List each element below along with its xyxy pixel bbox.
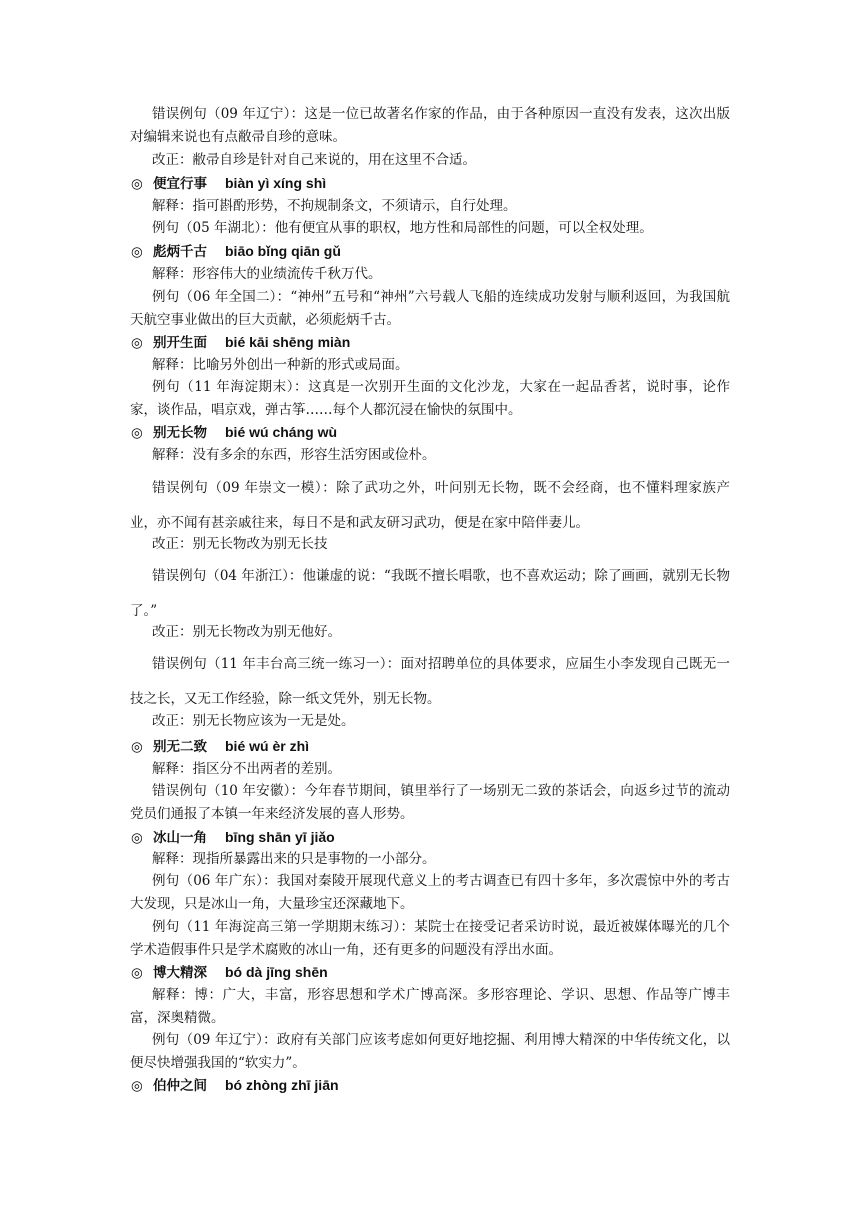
idiom-title: 别开生面 [153,335,207,351]
paragraph: 例句（06 年全国二）：“神州”五号和“神州”六号载人飞船的连续成功发射与顺利返回，为我国航天航空事业做出的巨大贡献，必须彪炳千古。 [130,289,730,328]
bullet-icon: ◎ [131,244,143,260]
idiom-pinyin: biàn yì xíng shì [225,175,327,191]
idiom-pinyin: bié wú cháng wù [225,424,338,440]
idiom-pinyin: bó zhòng zhī jiān [225,1077,339,1093]
bullet-icon: ◎ [131,830,143,846]
idiom-heading [131,240,341,264]
paragraph: 解释：形容伟大的业绩流传千秋万代。 [152,266,382,282]
idiom-pinyin: biāo bǐng qiān gǔ [225,243,341,259]
idiom-heading [131,735,309,759]
paragraph: 解释：现指所暴露出来的只是事物的一小部分。 [152,851,436,867]
idiom-pinyin: bié kāi shēng miàn [225,334,351,350]
paragraph: 改正：别无长物改为别无长技 [152,536,328,552]
paragraph: 解释：博：广大，丰富，形容思想和学术广博高深。多形容理论、学识、思想、作品等广博丰富，深奥精微。 [130,987,730,1026]
paragraph: 错误例句（09 年辽宁）：这是一位已故著名作家的作品，由于各种原因一直没有发表，这次出版对编辑来说也有点敝帚自珍的意味。 [130,106,730,145]
paragraph: 例句（05 年湖北）：他有便宜从事的职权，地方性和局部性的问题，可以全权处理。 [152,220,653,236]
bullet-icon: ◎ [131,335,143,351]
idiom-heading [131,421,337,445]
idiom-pinyin: bié wú èr zhì [225,738,310,754]
paragraph: 解释：指区分不出两者的差别。 [152,761,341,777]
paragraph: 解释：比喻另外创出一种新的形式或局面。 [152,357,409,373]
idiom-heading [131,1074,339,1098]
idiom-pinyin: bó dà jīng shēn [225,964,328,980]
idiom-title: 便宜行事 [153,176,207,192]
paragraph: 错误例句（10 年安徽）：今年春节期间，镇里举行了一场别无二致的茶话会，向返乡过节的流动党员们通报了本镇一年来经济发展的喜人形势。 [130,783,730,822]
paragraph: 改正：别无长物应该为一无是处。 [152,713,355,729]
idiom-title: 别无长物 [153,425,207,441]
paragraph: 解释：指可斟酌形势，不拘规制条文，不须请示，自行处理。 [152,198,517,214]
idiom-heading [131,331,350,355]
idiom-title: 伯仲之间 [153,1078,207,1094]
idiom-heading [131,826,335,850]
idiom-pinyin: bīng shān yī jiǎo [225,829,335,845]
idiom-title: 彪炳千古 [153,244,207,260]
bullet-icon: ◎ [131,425,143,441]
paragraph: 例句（06 年广东）：我国对秦陵开展现代意义上的考古调查已有四十多年，多次震惊中外的考古大发现，只是冰山一角，大量珍宝还深藏地下。 [130,873,730,912]
paragraph: 错误例句（09 年崇文一模）：除了武功之外，叶问别无长物，既不会经商，也不懂料理家族产业，亦不闻有甚亲戚往来，每日不是和武友研习武功，便是在家中陪伴妻儿。 [130,480,730,531]
paragraph: 解释：没有多余的东西，形容生活穷困或俭朴。 [152,447,436,463]
paragraph: 例句（09 年辽宁）：政府有关部门应该考虑如何更好地挖掘、利用博大精深的中华传统文化，以便尽快增强我国的“软实力”。 [130,1032,730,1071]
bullet-icon: ◎ [131,176,143,192]
paragraph: 改正：敝帚自珍是针对自己来说的，用在这里不合适。 [152,152,476,168]
idiom-heading [131,172,326,196]
idiom-title: 别无二致 [153,739,207,755]
idiom-title: 冰山一角 [153,830,207,846]
paragraph: 错误例句（04 年浙江）：他谦虚的说：“我既不擅长唱歌，也不喜欢运动；除了画画，就别无长物了。” [130,568,730,619]
bullet-icon: ◎ [131,739,143,755]
paragraph: 错误例句（11 年丰台高三统一练习一）：面对招聘单位的具体要求，应届生小李发现自己既无一技之长，又无工作经验，除一纸文凭外，别无长物。 [130,656,730,707]
paragraph: 例句（11 年海淀期末）：这真是一次别开生面的文化沙龙，大家在一起品香茗，说时事，论作家，谈作品，唱京戏，弹古筝……每个人都沉浸在愉快的氛围中。 [130,379,730,418]
bullet-icon: ◎ [131,1078,143,1094]
bullet-icon: ◎ [131,965,143,981]
idiom-title: 博大精深 [153,965,207,981]
paragraph: 改正：别无长物改为别无他好。 [152,624,341,640]
idiom-heading [131,961,328,985]
paragraph: 例句（11 年海淀高三第一学期期末练习）：某院士在接受记者采访时说，最近被媒体曝光的几个学术造假事件只是学术腐败的冰山一角，还有更多的问题没有浮出水面。 [130,919,730,958]
